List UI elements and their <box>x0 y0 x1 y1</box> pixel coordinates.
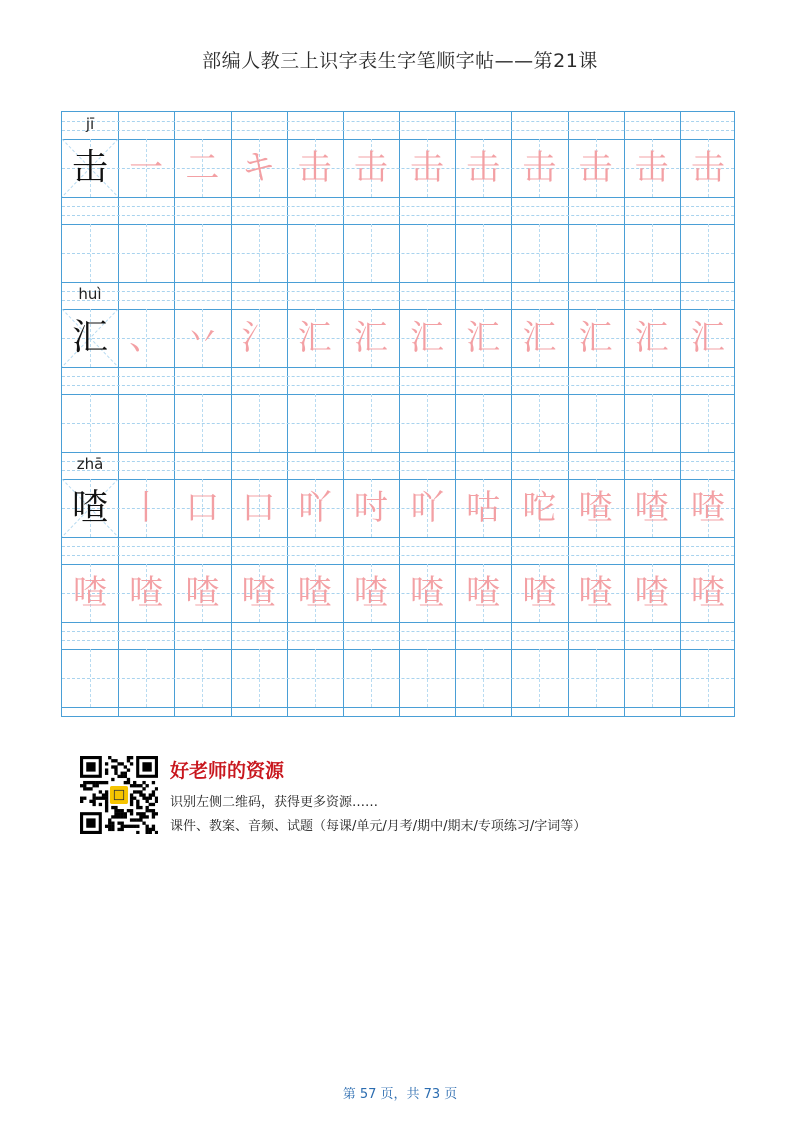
cell-guide-line <box>202 224 203 282</box>
cell-guide-line <box>315 649 316 707</box>
stroke-step-character: 击 <box>578 148 613 188</box>
cell-guide-line <box>259 649 260 707</box>
grid-line <box>62 121 734 122</box>
practice-grid <box>61 111 735 717</box>
cell-guide-line <box>596 649 597 707</box>
stroke-step-character: 二 <box>185 148 220 188</box>
cell-guide-line <box>652 224 653 282</box>
trace-character: 喳 <box>522 573 557 613</box>
stroke-step-character: 吋 <box>353 488 388 528</box>
cell-guide-line <box>539 649 540 707</box>
cell-guide-line <box>427 394 428 452</box>
grid-line <box>62 622 734 623</box>
stroke-step-character: 丨 <box>129 488 164 528</box>
stroke-step-character: キ <box>241 148 276 188</box>
grid-line <box>62 206 734 207</box>
stroke-step-character: 汇 <box>690 318 725 358</box>
grid-line <box>62 394 734 395</box>
stroke-step-character: 一 <box>129 148 164 188</box>
model-character: 击 <box>71 147 108 188</box>
qr-code-icon[interactable] <box>80 756 158 834</box>
stroke-step-character: 吖 <box>297 488 332 528</box>
grid-line <box>62 197 734 198</box>
cell-guide-line <box>202 394 203 452</box>
grid-column-line <box>287 112 288 716</box>
stroke-step-character: 击 <box>634 148 669 188</box>
stroke-step-character: 丷 <box>185 318 220 358</box>
trace-character: 喳 <box>353 573 388 613</box>
stroke-step-character: 口 <box>185 488 220 528</box>
stroke-step-character: 击 <box>690 148 725 188</box>
cell-guide-line <box>708 649 709 707</box>
ad-line-2: 课件、教案、音频、试题（每课/单元/月考/期中/期末/专项练习/字词等） <box>170 819 587 834</box>
grid-line <box>62 452 734 453</box>
trace-character: 喳 <box>634 573 669 613</box>
model-character: 喳 <box>71 487 108 528</box>
cell-guide-line <box>483 224 484 282</box>
cell-guide-line <box>146 649 147 707</box>
cell-guide-line <box>427 224 428 282</box>
ad-line-1: 识别左侧二维码，获得更多资源…… <box>170 795 379 810</box>
grid-line <box>62 130 734 131</box>
grid-line <box>62 649 734 650</box>
page-number: 第 57 页，共 73 页 <box>342 1087 458 1102</box>
ad-brand: 好老师的资源 <box>170 760 285 782</box>
page-title: 部编人教三上识字表生字笔顺字帖——第21课 <box>202 50 598 72</box>
trace-character: 喳 <box>241 573 276 613</box>
stroke-step-character: 汇 <box>297 318 332 358</box>
cell-guide-line <box>90 224 91 282</box>
cell-guide-line <box>427 649 428 707</box>
stroke-step-character: 、 <box>129 318 164 358</box>
grid-column-line <box>511 112 512 716</box>
grid-column-line <box>231 112 232 716</box>
stroke-step-character: 氵 <box>241 318 276 358</box>
grid-column-line <box>624 112 625 716</box>
stroke-step-character: 击 <box>466 148 501 188</box>
grid-line <box>62 537 734 538</box>
cell-guide-line <box>259 394 260 452</box>
grid-line <box>62 300 734 301</box>
grid-line <box>62 423 734 424</box>
grid-line <box>62 367 734 368</box>
stroke-step-character: 汇 <box>634 318 669 358</box>
pinyin-label: huì <box>78 285 102 303</box>
grid-line <box>62 282 734 283</box>
grid-line <box>62 631 734 632</box>
stroke-step-character: 喳 <box>634 488 669 528</box>
stroke-step-character: 喳 <box>578 488 613 528</box>
pinyin-label: jī <box>85 115 95 133</box>
pinyin-label: zhā <box>76 455 104 473</box>
grid-column-line <box>118 112 119 716</box>
stroke-step-character: 口 <box>241 488 276 528</box>
cell-guide-line <box>539 394 540 452</box>
cell-guide-line <box>259 224 260 282</box>
cell-guide-line <box>708 394 709 452</box>
cell-guide-line <box>90 649 91 707</box>
cell-guide-line <box>652 394 653 452</box>
grid-column-line <box>399 112 400 716</box>
cell-guide-line <box>371 649 372 707</box>
cell-guide-line <box>483 394 484 452</box>
cell-guide-line <box>202 649 203 707</box>
cell-guide-line <box>652 649 653 707</box>
grid-line <box>62 291 734 292</box>
grid-column-line <box>680 112 681 716</box>
trace-character: 喳 <box>578 573 613 613</box>
stroke-step-character: 汇 <box>353 318 388 358</box>
grid-line <box>62 640 734 641</box>
grid-column-line <box>174 112 175 716</box>
cell-guide-line <box>596 394 597 452</box>
stroke-step-character: 汇 <box>578 318 613 358</box>
trace-character: 喳 <box>73 573 107 613</box>
grid-line <box>62 224 734 225</box>
stroke-step-character: 击 <box>297 148 332 188</box>
stroke-step-character: 喳 <box>690 488 725 528</box>
grid-line <box>62 215 734 216</box>
model-character: 汇 <box>71 317 108 358</box>
stroke-step-character: 击 <box>410 148 444 188</box>
trace-character: 喳 <box>185 573 220 613</box>
cell-guide-line <box>90 394 91 452</box>
stroke-step-character: 汇 <box>522 318 557 358</box>
grid-line <box>62 385 734 386</box>
stroke-step-character: 吖 <box>410 488 444 528</box>
cell-guide-line <box>315 394 316 452</box>
grid-line <box>62 555 734 556</box>
grid-line <box>62 376 734 377</box>
stroke-step-character: 汇 <box>410 318 444 358</box>
cell-guide-line <box>539 224 540 282</box>
cell-guide-line <box>708 224 709 282</box>
grid-line <box>62 470 734 471</box>
cell-guide-line <box>315 224 316 282</box>
stroke-step-character: 汇 <box>466 318 501 358</box>
grid-line <box>62 461 734 462</box>
trace-character: 喳 <box>297 573 332 613</box>
grid-column-line <box>455 112 456 716</box>
trace-character: 喳 <box>466 573 501 613</box>
stroke-step-character: 咜 <box>522 488 557 528</box>
cell-guide-line <box>371 224 372 282</box>
trace-character: 喳 <box>129 573 164 613</box>
cell-guide-line <box>146 224 147 282</box>
trace-character: 喳 <box>690 573 725 613</box>
grid-column-line <box>568 112 569 716</box>
grid-column-line <box>343 112 344 716</box>
grid-line <box>62 678 734 679</box>
stroke-step-character: 咕 <box>466 488 501 528</box>
grid-line <box>62 253 734 254</box>
cell-guide-line <box>483 649 484 707</box>
cell-guide-line <box>146 394 147 452</box>
cell-guide-line <box>371 394 372 452</box>
grid-line <box>62 707 734 708</box>
stroke-step-character: 击 <box>522 148 557 188</box>
trace-character: 喳 <box>410 573 444 613</box>
grid-line <box>62 546 734 547</box>
stroke-step-character: 击 <box>353 148 388 188</box>
cell-guide-line <box>596 224 597 282</box>
resource-ad <box>80 756 720 836</box>
